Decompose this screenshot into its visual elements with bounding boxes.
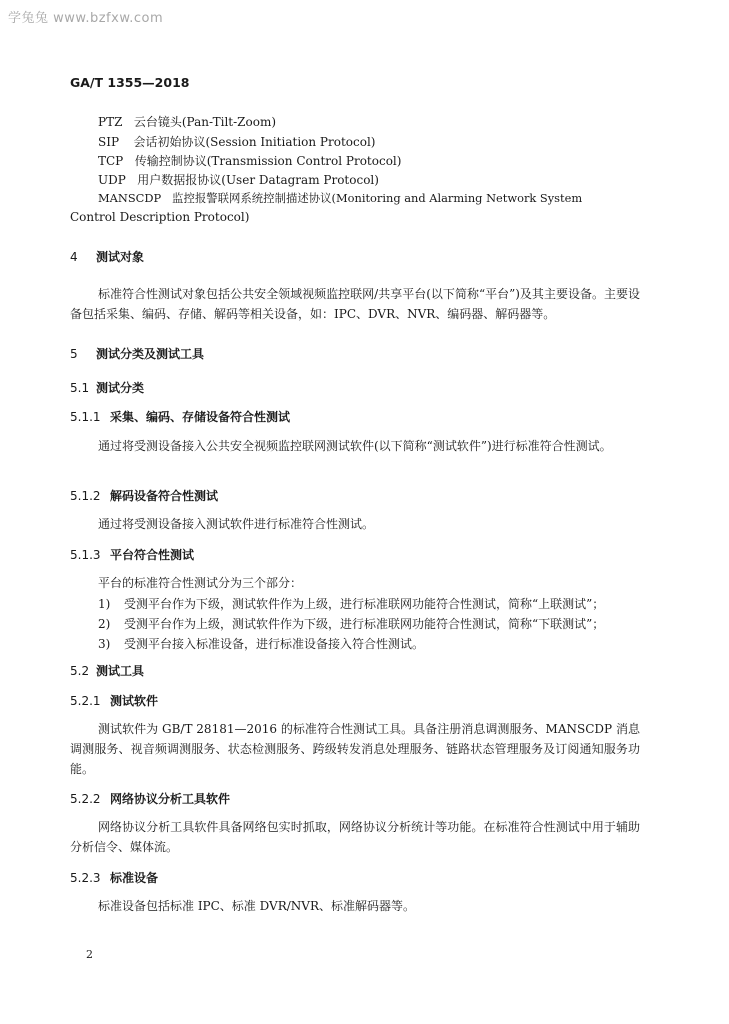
- abbr-term: TCP: [98, 154, 124, 168]
- section-title: 测试分类及测试工具: [96, 347, 205, 361]
- section-number: 5.1.3: [70, 548, 101, 562]
- section-number: 5.2.2: [70, 792, 101, 806]
- section-title: 采集、编码、存储设备符合性测试: [110, 410, 291, 424]
- section-5-1-2-heading: [70, 487, 218, 504]
- section-title: 测试工具: [96, 664, 145, 678]
- section-number: 5.1.1: [70, 410, 101, 424]
- section-number: 5.2: [70, 664, 90, 678]
- section-5-2-1-body: 测试软件为 GB/T 28181—2016 的标准符合性测试工具。具备注册消息调测服务、MANSCDP 消息调测服务、视音频调测服务、状态检测服务、跨级转发消息处理服务、链路状态管理服务及订阅通知服务功能。: [70, 722, 640, 776]
- section-number: 5.1.2: [70, 489, 101, 503]
- abbr-desc: 会话初始协议(Session Initiation Protocol): [133, 135, 376, 149]
- abbr-desc: 监控报警联网系统控制描述协议(Monitoring and Alarming Network System: [172, 191, 583, 205]
- section-title: 标准设备: [110, 871, 159, 885]
- section-number: 5.2.1: [70, 694, 101, 708]
- abbr-desc: 用户数据报协议(User Datagram Protocol): [137, 173, 379, 187]
- section-5-1-3-heading: [70, 546, 194, 563]
- section-5-2-1-heading: [70, 692, 158, 709]
- section-5-2-3-body: 标准设备包括标准 IPC、标准 DVR/NVR、标准解码器等。: [98, 899, 415, 913]
- section-5-1-2-body: 通过将受测设备接入测试软件进行标准符合性测试。: [98, 517, 375, 531]
- section-title: 测试对象: [96, 250, 145, 264]
- watermark: 学兔兔 www.bzfxw.com: [8, 11, 164, 26]
- abbr-desc: 传输控制协议(Transmission Control Protocol): [134, 154, 402, 168]
- abbr-term: UDP: [98, 173, 126, 187]
- section-5-1-1-heading: [70, 408, 290, 425]
- section-title: 测试分类: [96, 381, 145, 395]
- list-marker: 3): [98, 637, 111, 651]
- section-5-heading: [70, 345, 204, 362]
- section-number: 4: [70, 250, 78, 264]
- abbr-udp: [98, 171, 379, 188]
- abbr-ptz: [98, 113, 276, 130]
- section-5-2-2-heading: [70, 790, 230, 807]
- section-5-1-heading: [70, 379, 144, 396]
- list-item: [98, 595, 604, 612]
- section-4-heading: [70, 248, 144, 265]
- list-text: 受测平台作为上级，测试软件作为下级，进行标准联网功能符合性测试，简称“下联测试”；: [124, 617, 605, 631]
- abbr-tcp: [98, 152, 401, 169]
- section-title: 解码设备符合性测试: [110, 489, 219, 503]
- section-number: 5.2.3: [70, 871, 101, 885]
- list-item: [98, 635, 424, 652]
- list-marker: 1): [98, 597, 111, 611]
- section-number: 5.1: [70, 381, 90, 395]
- section-title: 测试软件: [110, 694, 159, 708]
- abbr-term: PTZ: [98, 115, 123, 129]
- abbr-term: MANSCDP: [98, 191, 162, 205]
- section-title: 平台符合性测试: [110, 548, 195, 562]
- list-text: 受测平台接入标准设备，进行标准设备接入符合性测试。: [124, 637, 425, 651]
- list-marker: 2): [98, 617, 111, 631]
- abbr-manscdp: [98, 190, 582, 206]
- abbr-desc: 云台镜头(Pan-Tilt-Zoom): [133, 115, 277, 129]
- standard-code: GA/T 1355—2018: [70, 75, 190, 90]
- list-item: [98, 615, 604, 632]
- page-number: 2: [86, 948, 93, 961]
- section-5-2-heading: [70, 662, 144, 679]
- abbr-sip: [98, 133, 375, 150]
- abbr-manscdp-cont: Control Description Protocol): [70, 210, 250, 224]
- section-number: 5: [70, 347, 78, 361]
- section-5-2-3-heading: [70, 869, 158, 886]
- section-title: 网络协议分析工具软件: [110, 792, 231, 806]
- abbr-term: SIP: [98, 135, 120, 149]
- section-5-1-3-intro: 平台的标准符合性测试分为三个部分：: [98, 576, 303, 590]
- section-5-2-2-body: 网络协议分析工具软件具备网络包实时抓取，网络协议分析统计等功能。在标准符合性测试中用于辅助分析信令、媒体流。: [70, 820, 640, 854]
- section-4-body: 标准符合性测试对象包括公共安全领域视频监控联网/共享平台(以下简称“平台”)及其主要设备。主要设备包括采集、编码、存储、解码等相关设备，如：IPC、DVR、NVR、编码器、解码器等。: [70, 287, 640, 321]
- section-5-1-1-body: 通过将受测设备接入公共安全视频监控联网测试软件(以下简称“测试软件”)进行标准符合性测试。: [98, 439, 612, 453]
- list-text: 受测平台作为下级，测试软件作为上级，进行标准联网功能符合性测试，简称“上联测试”；: [124, 597, 605, 611]
